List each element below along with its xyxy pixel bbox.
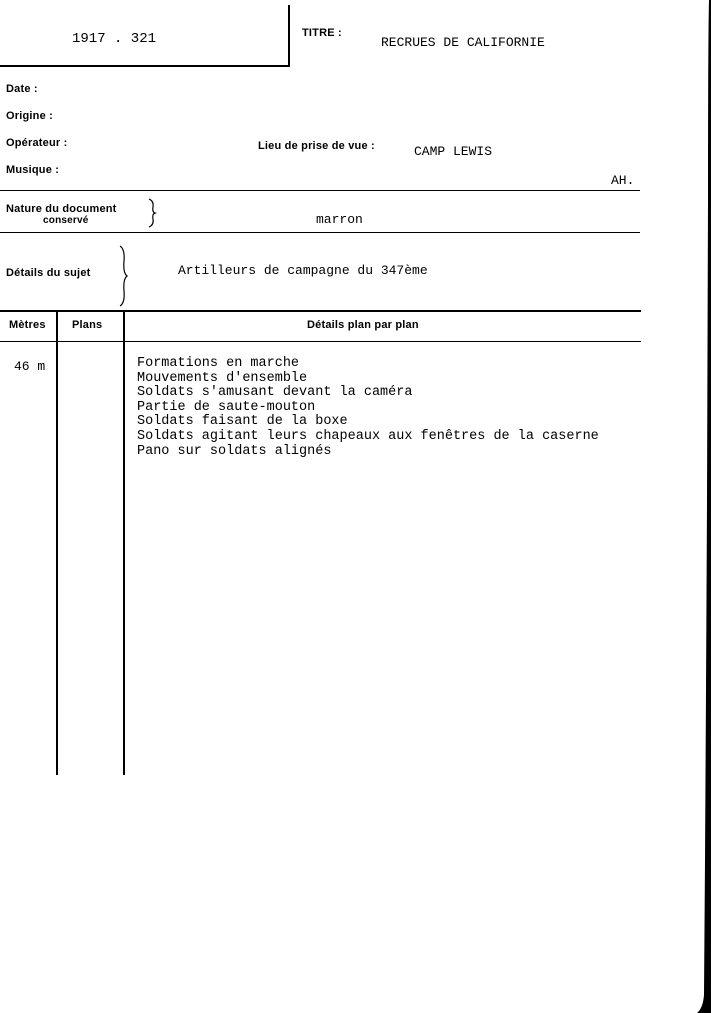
operateur-label: Opérateur : xyxy=(6,137,68,149)
nature-bottom-rule xyxy=(0,232,640,233)
table-col-divider-2 xyxy=(123,312,125,775)
page-edge-shadow xyxy=(697,0,711,1013)
sujet-label: Détails du sujet xyxy=(6,267,91,279)
list-item: Mouvements d'ensemble xyxy=(137,370,308,386)
list-item: Pano sur soldats alignés xyxy=(137,443,332,459)
list-item: Partie de saute-mouton xyxy=(137,399,316,415)
lieu-value: CAMP LEWIS xyxy=(414,144,493,159)
fields-bottom-rule xyxy=(0,190,640,191)
sujet-brace-icon xyxy=(117,245,129,307)
sujet-value: Artilleurs de campagne du 347ème xyxy=(178,263,428,278)
list-item: Soldats s'amusant devant la caméra xyxy=(137,385,413,401)
nature-brace-icon xyxy=(147,198,159,228)
table-header-rule xyxy=(0,341,641,342)
list-item: Soldats faisant de la boxe xyxy=(137,414,348,430)
list-item: Formations en marche xyxy=(137,356,300,371)
table-col-divider-1 xyxy=(56,312,58,775)
titre-value: RECRUES DE CALIFORNIE xyxy=(381,35,545,50)
table-top-rule xyxy=(0,310,641,312)
col-header-metres: Mètres xyxy=(9,319,46,331)
details-list xyxy=(137,357,599,459)
header-vertical-divider xyxy=(288,5,290,67)
initials: AH. xyxy=(611,173,635,188)
nature-label-line1: Nature du document xyxy=(6,203,117,215)
header-bottom-rule xyxy=(0,65,290,67)
nature-value: marron xyxy=(316,212,363,227)
origine-label: Origine : xyxy=(6,110,54,122)
musique-label: Musique : xyxy=(6,164,60,176)
col-header-plans: Plans xyxy=(72,319,103,331)
reference-number: 1917 . 321 xyxy=(72,31,157,47)
list-item: Soldats agitant leurs chapeaux aux fenêtres de la caserne xyxy=(137,428,599,444)
nature-label-line2: conservé xyxy=(43,215,89,226)
date-label: Date : xyxy=(6,83,38,95)
lieu-label: Lieu de prise de vue : xyxy=(258,140,375,152)
col-header-details: Détails plan par plan xyxy=(307,319,419,331)
titre-label: TITRE : xyxy=(302,27,342,39)
metres-value: 46 m xyxy=(14,359,46,374)
